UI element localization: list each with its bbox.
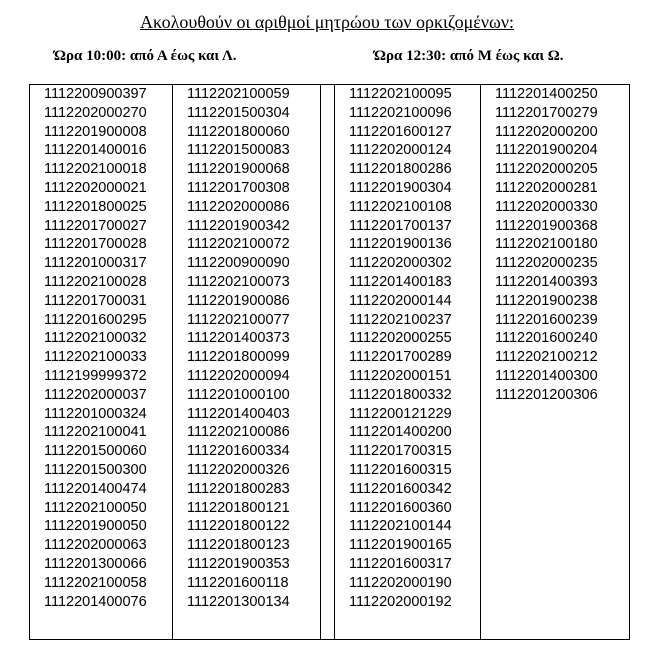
registry-number: 1112201900086 <box>187 292 290 309</box>
registry-number: 1112202000192 <box>349 593 452 610</box>
registry-number: 1112201800332 <box>349 386 452 403</box>
registry-number: 1112202000086 <box>187 198 290 215</box>
registry-number: 1112202000144 <box>349 292 452 309</box>
registry-number: 1112201800123 <box>187 537 290 554</box>
registry-number: 1112202100018 <box>44 161 147 178</box>
registry-number: 1112201400016 <box>44 142 147 159</box>
registry-number: 1112201900204 <box>495 142 598 159</box>
registry-number: 1112201700289 <box>349 349 452 366</box>
number-column <box>335 85 481 640</box>
registry-number: 1112202000063 <box>44 537 147 554</box>
registry-number: 1112201400393 <box>495 273 598 290</box>
registry-number: 1112201400474 <box>44 480 147 497</box>
registry-number: 1112202100180 <box>495 236 598 253</box>
registry-number: 1112201800060 <box>187 123 290 140</box>
registry-number: 1112202100033 <box>44 349 147 366</box>
registry-number: 1112202100144 <box>349 518 452 535</box>
registry-number: 1112201500300 <box>44 461 147 478</box>
registry-number: 1112201400403 <box>187 405 290 422</box>
registry-number: 1112202100108 <box>349 198 452 215</box>
registry-number: 1112202000200 <box>495 123 598 140</box>
registry-number: 1112201400250 <box>495 86 598 102</box>
registry-number: 1112201600239 <box>495 311 598 328</box>
number-list <box>335 85 480 611</box>
table-row <box>30 85 630 640</box>
registry-number: 1112201800025 <box>44 198 147 215</box>
registry-number: 1112202000094 <box>187 367 290 384</box>
number-column <box>481 85 630 640</box>
number-list <box>481 85 629 405</box>
registry-number: 1112201300134 <box>187 593 290 610</box>
registry-number: 1112201700031 <box>44 292 147 309</box>
registry-number: 1112201900342 <box>187 217 290 234</box>
registry-number: 1112202100032 <box>44 330 147 347</box>
registry-number: 1112202100073 <box>187 273 290 290</box>
registry-number: 1112202100058 <box>44 574 147 591</box>
registry-number: 1112202000037 <box>44 386 147 403</box>
registry-number: 1112201600360 <box>349 499 452 516</box>
registry-number: 1112201600127 <box>349 123 452 140</box>
registry-number: 1112202000270 <box>44 104 147 121</box>
registry-number: 1112201900068 <box>187 161 290 178</box>
registry-number: 1112201400300 <box>495 367 598 384</box>
registry-number: 1112201700028 <box>44 236 147 253</box>
registry-number: 1112201600295 <box>44 311 147 328</box>
number-column <box>173 85 321 640</box>
registry-number: 1112201600342 <box>349 480 452 497</box>
registry-number: 1112201500083 <box>187 142 290 159</box>
number-list <box>30 85 172 611</box>
document-title: Ακολουθούν οι αριθμοί μητρώου των ορκιζομένων: <box>140 12 514 32</box>
session-heading-afternoon: Ώρα 12:30: από Μ έως και Ω. <box>374 48 564 64</box>
registry-number: 1112199999372 <box>44 367 147 384</box>
registry-number: 1112202100095 <box>349 86 452 102</box>
registry-number: 1112201800122 <box>187 518 290 535</box>
registry-number: 1112202000235 <box>495 255 598 272</box>
registry-numbers-table <box>29 84 630 640</box>
registry-number: 1112201500304 <box>187 104 290 121</box>
registry-number: 1112202000021 <box>44 179 147 196</box>
registry-number: 1112202100086 <box>187 424 290 441</box>
registry-number: 1112202100050 <box>44 499 147 516</box>
registry-number: 1112201800121 <box>187 499 290 516</box>
registry-number: 1112201600315 <box>349 461 452 478</box>
number-column <box>30 85 173 640</box>
registry-number: 1112201300066 <box>44 555 147 572</box>
registry-number: 1112201900353 <box>187 555 290 572</box>
registry-number: 1112202000190 <box>349 574 452 591</box>
registry-number: 1112201700137 <box>349 217 452 234</box>
registry-number: 1112202000281 <box>495 179 598 196</box>
registry-number: 1112201700315 <box>349 443 452 460</box>
registry-number: 1112201000100 <box>187 386 290 403</box>
number-list <box>173 85 320 611</box>
registry-number: 1112201600334 <box>187 443 290 460</box>
registry-number: 1112202100237 <box>349 311 452 328</box>
registry-number: 1112201700308 <box>187 179 290 196</box>
registry-number: 1112202100041 <box>44 424 147 441</box>
registry-number: 1112200900090 <box>187 255 290 272</box>
registry-number: 1112201500060 <box>44 443 147 460</box>
registry-number: 1112201900304 <box>349 179 452 196</box>
registry-number: 1112201000317 <box>44 255 147 272</box>
registry-number: 1112201900238 <box>495 292 598 309</box>
session-heading-morning: Ώρα 10:00: από Α έως και Λ. <box>54 48 237 64</box>
registry-number: 1112201600317 <box>349 555 452 572</box>
registry-number: 1112201200306 <box>495 386 598 403</box>
registry-number: 1112201900368 <box>495 217 598 234</box>
registry-number: 1112202100212 <box>495 349 598 366</box>
registry-number: 1112201800286 <box>349 161 452 178</box>
registry-number: 1112201800099 <box>187 349 290 366</box>
registry-number: 1112202000255 <box>349 330 452 347</box>
registry-number: 1112201400200 <box>349 424 452 441</box>
registry-number: 1112202000205 <box>495 161 598 178</box>
registry-number: 1112201600240 <box>495 330 598 347</box>
registry-number: 1112202100072 <box>187 236 290 253</box>
registry-number: 1112202000302 <box>349 255 452 272</box>
registry-number: 1112201400373 <box>187 330 290 347</box>
registry-number: 1112202000330 <box>495 198 598 215</box>
registry-number: 1112201900136 <box>349 236 452 253</box>
registry-number: 1112201700279 <box>495 104 598 121</box>
registry-number: 1112201700027 <box>44 217 147 234</box>
registry-number: 1112202100028 <box>44 273 147 290</box>
registry-number: 1112201900050 <box>44 518 147 535</box>
registry-number: 1112201800283 <box>187 480 290 497</box>
registry-number: 1112201400076 <box>44 593 147 610</box>
registry-number: 1112201600118 <box>187 574 289 591</box>
registry-number: 1112201400183 <box>349 273 452 290</box>
registry-number: 1112202100077 <box>187 311 290 328</box>
registry-number: 1112202000151 <box>349 367 452 384</box>
registry-number: 1112202000124 <box>349 142 452 159</box>
registry-number: 1112201900008 <box>44 123 147 140</box>
registry-number: 1112202100096 <box>349 104 452 121</box>
registry-number: 1112200900397 <box>44 86 147 102</box>
registry-number: 1112202000326 <box>187 461 290 478</box>
registry-number: 1112202100059 <box>187 86 290 102</box>
registry-number: 1112201900165 <box>349 537 452 554</box>
column-separator <box>321 85 335 640</box>
registry-number: 1112201000324 <box>44 405 147 422</box>
registry-number: 1112200121229 <box>349 405 452 422</box>
